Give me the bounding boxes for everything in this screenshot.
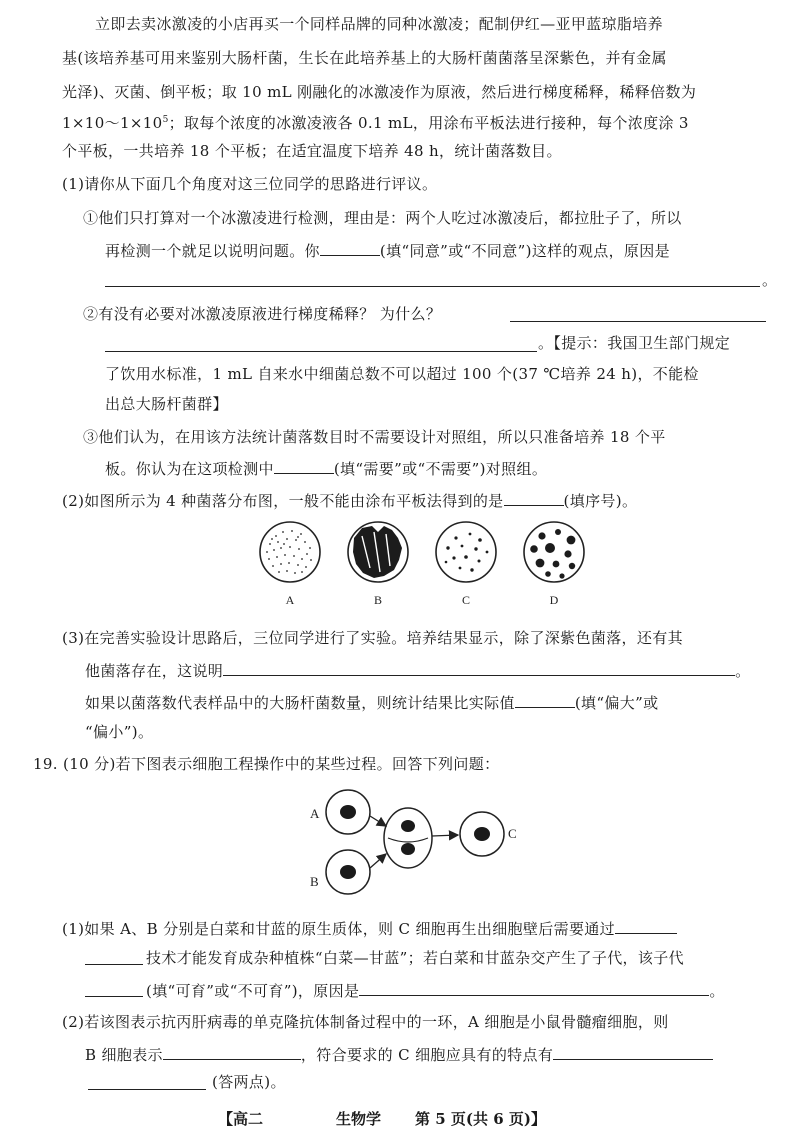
cell-c: [460, 812, 504, 856]
plate-label-c: C: [461, 593, 471, 607]
plate-label-b: B: [373, 593, 383, 607]
label-c: C: [508, 826, 517, 841]
q18-p2-answer-blank[interactable]: [504, 490, 564, 506]
q18-s1-end-mark: 。: [762, 271, 778, 289]
cell-b: [326, 850, 370, 894]
q18-part1-s1-line1: ①他们只打算对一个冰激凌进行检测，理由是：两个人吃过冰激凌后，都拉肚子了，所以: [83, 209, 682, 227]
plate-a: [260, 522, 320, 582]
q18-s3-text-b: (填“需要”或“不需要”)对照组。: [333, 460, 548, 478]
q18-p3-answer-blank-2[interactable]: [515, 692, 575, 708]
plate-label-d: D: [549, 593, 559, 607]
q18-part1-s2-line2: 。【提示：我国卫生部门规定: [538, 334, 731, 352]
q19-p2-feature-blank-cont[interactable]: [88, 1089, 206, 1090]
plate-label-a: A: [285, 593, 295, 607]
q18-p3-text: 他菌落存在，这说明: [85, 662, 224, 680]
intro-line-3: 光泽)、灭菌、倒平板；取 10 mL 刚融化的冰激凌作为原液，然后进行梯度稀释，稀释倍数为: [62, 83, 697, 101]
q19-part1-line3: [146, 980, 725, 1001]
q18-part1-s3-line2: [105, 458, 547, 479]
q18-s1-reason-blank[interactable]: [105, 286, 760, 287]
q19-p2-cell-blank[interactable]: [163, 1044, 301, 1060]
q18-part3-line3: [85, 692, 658, 713]
intro-line-2: 基(该培养基可用来鉴别大肠杆菌，生长在此培养基上的大肠杆菌菌落呈深紫色，并有金属: [62, 49, 667, 67]
footer-page: 第 5 页(共 6 页)】: [415, 1110, 546, 1128]
cell-fusion-figure: [300, 782, 540, 900]
plate-b: [348, 522, 408, 582]
q18-part1-s2-line3: 了饮用水标准，1 mL 自来水中细菌总数不可以超过 100 个(37 ℃培养 24 h)，不能检: [105, 365, 699, 383]
q18-s1-text-b: (填“同意”或“不同意”)这样的观点，原因是: [379, 242, 670, 260]
q18-s1-text-a: 再检测一个就足以说明问题。你: [105, 242, 320, 260]
q19-part1-line1: [62, 918, 677, 939]
colony-distribution-figure: [250, 518, 590, 613]
q18-p3-text-c: 如果以菌落数代表样品中的大肠杆菌数量，则统计结果比实际值: [85, 694, 515, 712]
fusing-cell: [384, 808, 432, 868]
q19-p1-answer-blank-cont[interactable]: [85, 964, 143, 965]
q18-part1-intro: (1)请你从下面几个角度对这三位同学的思路进行评议。: [62, 175, 438, 193]
dilution-exponent: 5: [162, 115, 169, 125]
q18-s2-answer-blank-2[interactable]: [105, 351, 537, 352]
cell-a: [326, 790, 370, 834]
q18-part2-line: [62, 490, 637, 511]
q18-p3-end-mark: 。: [735, 662, 751, 680]
q18-s2-answer-blank[interactable]: [510, 321, 766, 322]
intro-line-4: [62, 110, 689, 133]
q18-p2-text-a: (2)如图所示为 4 种菌落分布图，一般不能由涂布平板法得到的是: [62, 492, 504, 510]
q18-s1-answer-blank[interactable]: [320, 240, 380, 256]
q18-p3-answer-blank[interactable]: [223, 660, 735, 676]
plate-d: [524, 522, 584, 582]
q18-part1-s2-line1: ②有没有必要对冰激凌原液进行梯度稀释？ 为什么？: [83, 305, 442, 323]
label-b: B: [310, 874, 319, 889]
q19-p2-text-b: ，符合要求的 C 细胞应具有的特点有: [300, 1046, 554, 1064]
footer-subject: 生物学: [336, 1110, 382, 1128]
footer-grade: 【高二: [218, 1110, 264, 1128]
q19-part1-line2: 技术才能发育成杂种植株“白菜—甘蓝”；若白菜和甘蓝杂交产生了子代，该子代: [146, 949, 684, 967]
q19-part2-line1: (2)若该图表示抗丙肝病毒的单克隆抗体制备过程中的一环，A 细胞是小鼠骨髓瘤细胞，则: [62, 1013, 669, 1031]
q18-s3-text-a: 板。你认为在这项检测中: [105, 460, 274, 478]
plate-c: [436, 522, 496, 582]
q18-part1-s2-line4: 出总大肠杆菌群】: [105, 395, 228, 413]
q19-p1-reason-blank[interactable]: [359, 980, 709, 996]
intro-line-1: 立即去卖冰激凌的小店再买一个同样品牌的同种冰激凌；配制伊红—亚甲蓝琼脂培养: [95, 15, 663, 33]
q19-part2-line2: [85, 1044, 713, 1065]
q19-header: 19. (10 分)若下图表示细胞工程操作中的某些过程。回答下列问题：: [33, 755, 500, 773]
intro-line-5: 个平板，一共培养 18 个平板；在适宜温度下培养 48 h，统计菌落数目。: [62, 142, 562, 160]
q18-part3-line1: (3)在完善实验设计思路后，三位同学进行了实验。培养结果显示，除了深紫色菌落，还有其: [62, 629, 683, 647]
arrow-a-to-fusion: [370, 816, 386, 826]
q18-p2-text-b: (填序号)。: [563, 492, 638, 510]
q19-p2-feature-blank[interactable]: [553, 1044, 713, 1060]
q19-p1-end-mark: 。: [709, 982, 725, 1000]
q19-p1-fertility-blank[interactable]: [85, 996, 143, 997]
arrow-b-to-fusion: [370, 854, 386, 868]
q19-p1-text-c: (填“可育”或“不可育”)，原因是: [146, 982, 360, 1000]
q18-part1-s1-line2: [105, 240, 670, 261]
q19-part2-line3: (答两点)。: [212, 1073, 286, 1091]
q18-s3-answer-blank[interactable]: [274, 458, 334, 474]
q18-part3-line4: “偏小”)。: [85, 723, 154, 741]
q19-p1-answer-blank[interactable]: [615, 918, 677, 934]
intro-line-4-rest: ；取每个浓度的冰激凌液各 0.1 mL，用涂布平板法进行接种，每个浓度涂 3: [168, 114, 689, 132]
q18-part1-s3-line1: ③他们认为，在用该方法统计菌落数目时不需要设计对照组，所以只准备培养 18 个平: [83, 428, 666, 446]
arrow-fusion-to-c: [432, 835, 458, 836]
q19-p1-text: (1)如果 A、B 分别是白菜和甘蓝的原生质体，则 C 细胞再生出细胞壁后需要通过: [62, 920, 616, 938]
q19-p2-text-a: B 细胞表示: [85, 1046, 163, 1064]
q18-part3-line2: [85, 660, 751, 681]
dilution-range: 1×10～1×10: [62, 114, 163, 132]
label-a: A: [310, 806, 320, 821]
q18-p3-text-d: (填“偏大”或: [574, 694, 659, 712]
